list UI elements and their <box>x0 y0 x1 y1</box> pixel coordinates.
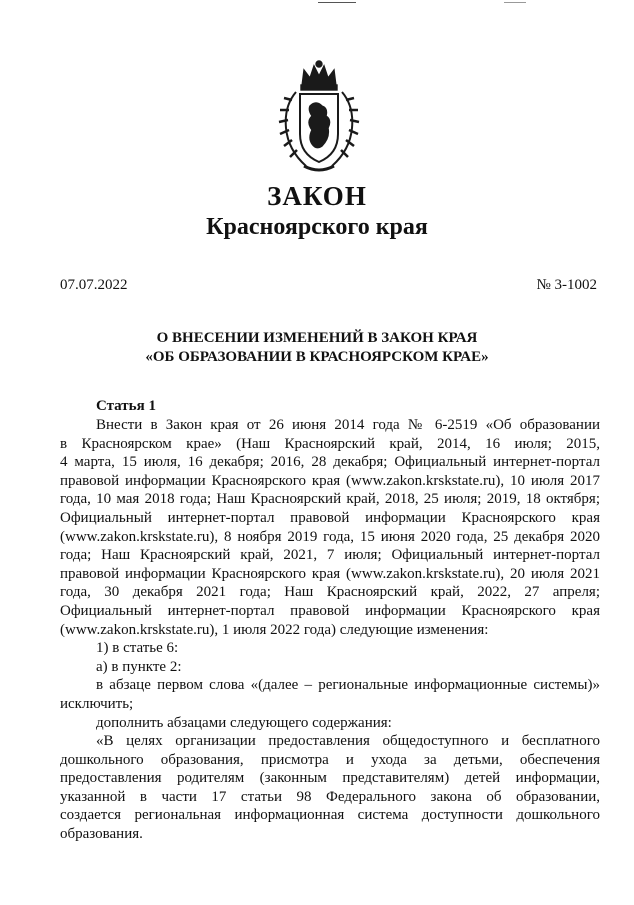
document-title: ЗАКОН <box>267 181 367 211</box>
document-date: 07.07.2022 <box>60 277 128 293</box>
law-heading-line: О ВНЕСЕНИИ ИЗМЕНЕНИЙ В ЗАКОН КРАЯ <box>156 330 478 346</box>
body-line: дошкольного образования, присмотра и ухода за детьми, обеспечения <box>60 751 600 768</box>
body-line: Внести в Закон края от 26 июня 2014 года № 6-2519 «Об образовании <box>96 417 600 433</box>
body-line: а) в пункте 2: <box>96 658 182 675</box>
body-line: исключить; <box>60 695 134 712</box>
body-line: Официальный интернет-портал правовой информации Красноярского края <box>60 509 600 526</box>
body-line: указанной в части 17 статьи 98 Федерального закона об образовании, <box>60 788 600 805</box>
law-heading <box>0 329 634 367</box>
body-line: 4 марта, 15 июля, 16 декабря; 2016, 28 декабря; Официальный интернет-портал <box>60 454 600 471</box>
body-line: предоставления родителям (законным представителям) детей информации, <box>60 770 600 787</box>
document-number: № 3-1002 <box>536 277 597 293</box>
body-line: (www.zakon.krskstate.ru), 8 ноября 2019 года, 15 июня 2020 года, 25 декабря 2020 <box>60 528 600 545</box>
body-line: образования. <box>60 826 143 843</box>
body-line: года, 30 декабря 2021 года; Наш Красноярский край, 2022, 27 апреля; <box>60 584 600 601</box>
body-line: в Красноярском крае» (Наш Красноярский край, 2014, 16 июля; 2015, <box>60 435 600 452</box>
coat-of-arms-icon <box>276 58 362 176</box>
scan-mark-left <box>318 2 356 3</box>
body-line: года; Наш Красноярский край, 2021, 7 июля; Официальный интернет-портал <box>60 547 600 564</box>
body-line: правовой информации Красноярского края (www.zakon.krskstate.ru), 20 июля 2021 <box>60 565 600 582</box>
body-line: Официальный интернет-портал правовой информации Красноярского края <box>60 602 600 619</box>
body-line: создается региональная информационная система доступности дошкольного <box>60 807 600 824</box>
document-subtitle: Красноярского края <box>206 214 428 240</box>
law-heading-line: «ОБ ОБРАЗОВАНИИ В КРАСНОЯРСКОМ КРАЕ» <box>145 349 489 365</box>
body-line: года, 10 мая 2018 года; Наш Красноярский край, 2018, 25 июля; 2019, 18 октября; <box>60 491 600 508</box>
body-line: в абзаце первом слова «(далее – региональные информационные системы)» <box>96 677 600 694</box>
body-line: правовой информации Красноярского края (www.zakon.krskstate.ru), 10 июля 2017 <box>60 472 600 489</box>
body-line: 1) в статье 6: <box>96 640 179 657</box>
body-line: дополнить абзацами следующего содержания: <box>96 714 392 731</box>
body-line: «В целях организации предоставления общедоступного и бесплатного <box>96 733 600 750</box>
article-body <box>60 416 600 844</box>
body-line: (www.zakon.krskstate.ru), 1 июля 2022 года) следующие изменения: <box>60 621 489 638</box>
scan-mark-right <box>504 2 526 3</box>
article-title: Статья 1 <box>96 398 156 414</box>
